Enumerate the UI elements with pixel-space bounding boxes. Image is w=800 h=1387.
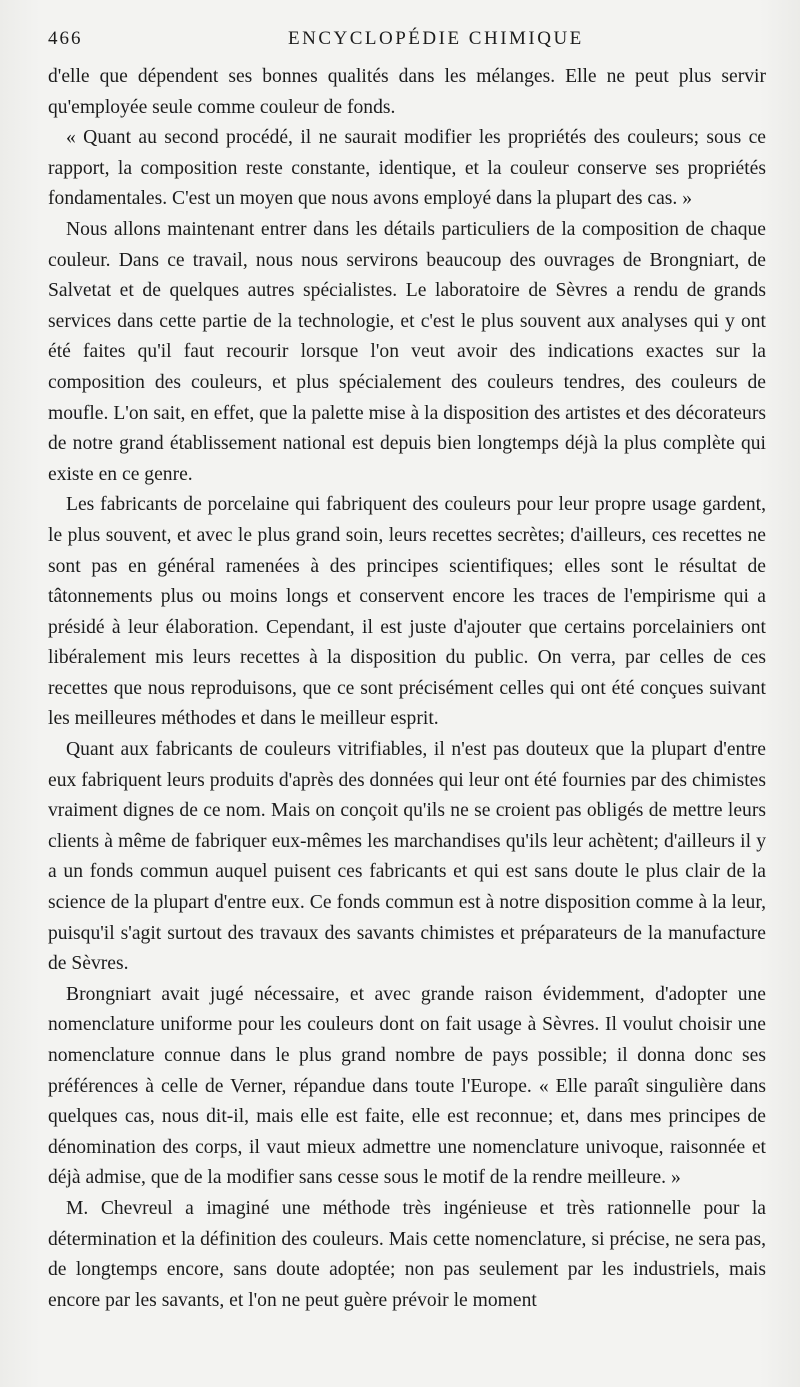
body-text	[48, 62, 766, 1316]
paragraph-7: M. Chevreul a imaginé une méthode très ingénieuse et très rationnelle pour la détermination et la définition des couleurs. Mais cette nomenclature, si précise, ne sera pas, de longtemps encore, sans doute adoptée; non pas seulement par les industriels, mais encore par les savants, et l'on ne peut guère prévoir le moment	[48, 1197, 766, 1311]
paragraph-2: « Quant au second procédé, il ne saurait modifier les propriétés des couleurs; sous ce rapport, la composition reste constante, identique, et la couleur conserve ses propriétés fondamentales. C'est un moyen que nous avons employé dans la plupart des cas. »	[48, 127, 766, 210]
paragraph-1: d'elle que dépendent ses bonnes qualités dans les mélanges. Elle ne peut plus servir qu'employée seule comme couleur de fonds.	[48, 66, 766, 118]
running-title: ENCYCLOPÉDIE CHIMIQUE	[288, 28, 584, 49]
paragraph-3: Nous allons maintenant entrer dans les détails particuliers de la composition de chaque couleur. Dans ce travail, nous nous servirons beaucoup des ouvrages de Brongniart, de Salvetat et de quelques autres spécialistes. Le laboratoire de Sèvres a rendu de grands services dans cette partie de la technologie, et c'est le plus souvent aux analyses qui y ont été faites qu'il faut recourir lorsque l'on veut avoir des indications exactes sur la composition des couleurs, et plus spécialement des couleurs tendres, des couleurs de moufle. L'on sait, en effet, que la palette mise à la disposition des artistes et des décorateurs de notre grand établissement national est depuis bien longtemps déjà la plus complète qui existe en ce genre.	[48, 218, 766, 485]
paragraph-5: Quant aux fabricants de couleurs vitrifiables, il n'est pas douteux que la plupart d'entre eux fabriquent leurs produits d'après des données qui leur ont été fournies par des chimistes vraiment dignes de ce nom. Mais on conçoit qu'ils ne se croient pas obligés de mettre leurs clients à même de fabriquer eux-mêmes les marchandises qu'ils leur achètent; d'ailleurs il y a un fonds commun auquel puisent ces fabricants et qui est sans doute le plus clair de la science de la plupart d'entre eux. Ce fonds commun est à notre disposition comme à la leur, puisqu'il s'agit surtout des travaux des savants chimistes et préparateurs de la manufacture de Sèvres.	[48, 739, 766, 975]
page-number: 466	[48, 28, 83, 49]
paragraph-4: Les fabricants de porcelaine qui fabriquent des couleurs pour leur propre usage gardent, le plus souvent, et avec le plus grand soin, leurs recettes secrètes; d'ailleurs, ces recettes ne sont pas en général ramenées à des principes scientifiques; elles sont le résultat de tâtonnements plus ou moins longs et conservent encore les traces de l'empirisme qui a présidé à leur élaboration. Cependant, il est juste d'ajouter que certains porcelainiers ont libéralement mis leurs recettes à la disposition du public. On verra, par celles de ces recettes que nous reproduisons, que ce sont précisément celles qui ont été conçues suivant les meilleures méthodes et dans le meilleur esprit.	[48, 494, 766, 730]
paragraph-6: Brongniart avait jugé nécessaire, et avec grande raison évidemment, d'adopter une nomenclature uniforme pour les couleurs dont on fait usage à Sèvres. Il voulut choisir une nomenclature connue dans le plus grand nombre de pays possible; il donna donc ses préférences à celle de Verner, répandue dans toute l'Europe. « Elle paraît singulière dans quelques cas, nous dit-il, mais elle est faite, elle est reconnue; et, dans mes principes de dénomination des corps, il vaut mieux admettre une nomenclature univoque, raisonnée et déjà admise, que de la modifier sans cesse sous le motif de la rendre meilleure. »	[48, 983, 766, 1189]
page-header	[48, 28, 760, 54]
